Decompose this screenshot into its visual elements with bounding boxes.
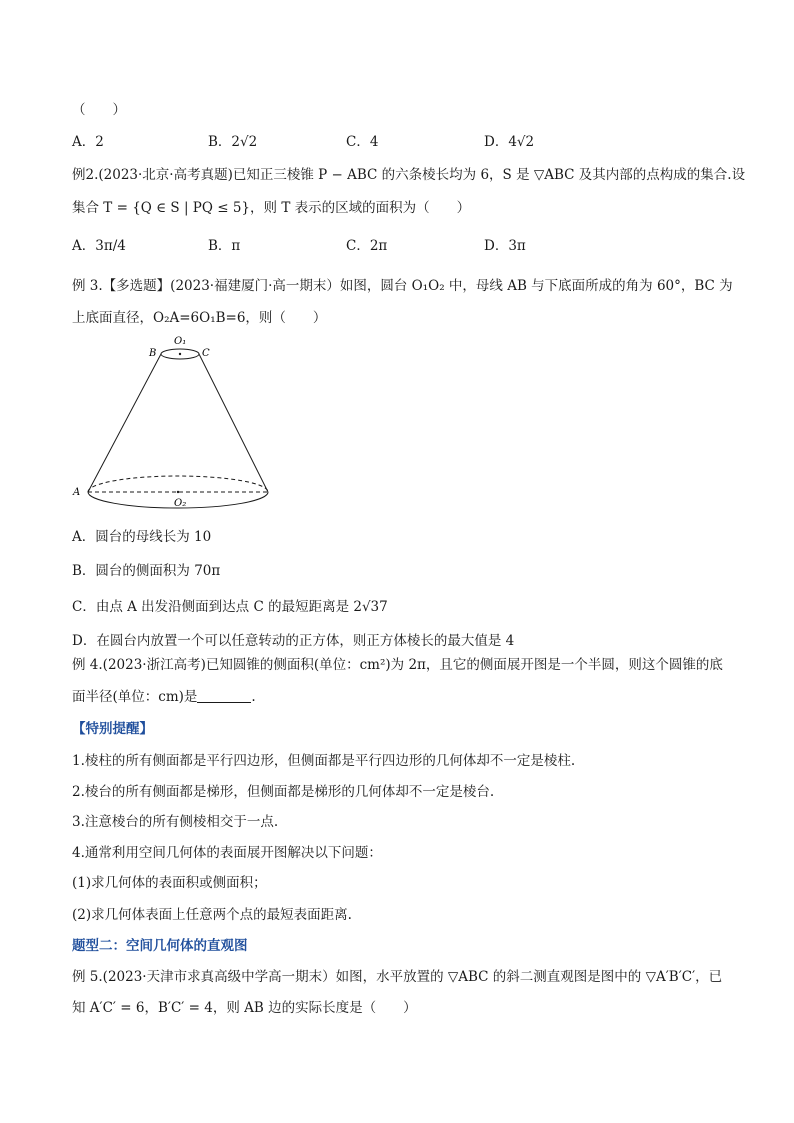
q1-option-b: B．2√2 — [208, 134, 258, 150]
q4-answer-blank — [197, 689, 251, 703]
q3-option-d: D．在圆台内放置一个可以任意转动的正方体，则正方体棱长的最大值是 4 — [72, 633, 515, 649]
q4-line-2: 面半径(单位：cm)是 . — [72, 689, 256, 705]
frustum-bottom-back — [88, 476, 268, 492]
q3-line-2: 上底面直径，O₂A=6O₁B=6，则（ ） — [72, 310, 327, 326]
q2-option-b: B．π — [208, 238, 241, 254]
q1-option-d: D．4√2 — [484, 134, 535, 150]
label-o2: O₂ — [174, 498, 187, 509]
q2-option-d: D．3π — [484, 238, 526, 254]
label-b: B — [149, 348, 157, 359]
label-a: A — [73, 487, 81, 498]
point-o1 — [179, 353, 181, 355]
tip-item-3: 3.注意棱台的所有侧棱相交于一点. — [72, 814, 279, 830]
frustum-figure — [68, 332, 278, 512]
q3-line-1: 例 3.【多选题】(2023·福建厦门·高一期末）如图，圆台 O₁O₂ 中，母线 AB 与下底面所成的角为 60°，BC 为 — [72, 278, 733, 294]
label-c: C — [202, 348, 210, 359]
q1-option-a: A．2 — [72, 134, 104, 150]
section-heading: 题型二：空间几何体的直观图 — [72, 938, 248, 954]
tip-item-5: (1)求几何体的表面积或侧面积； — [72, 875, 267, 891]
tip-item-1: 1.棱柱的所有侧面都是平行四边形，但侧面都是平行四边形的几何体却不一定是棱柱. — [72, 753, 576, 769]
q3-option-b: B．圆台的侧面积为 70π — [72, 563, 221, 579]
frustum-right-generatrix — [199, 354, 268, 492]
q1-answer-paren: （ ） — [72, 102, 126, 118]
q5-line-1: 例 5.(2023·天津市求真高级中学高一期末）如图，水平放置的 ▽ABC 的斜二测直观图是图中的 ▽A′B′C′，已 — [72, 969, 723, 985]
q2-line-1: 例2.(2023·北京·高考真题)已知正三棱锥 P − ABC 的六条棱长均为 6，S 是 ▽ABC 及其内部的点构成的集合.设 — [72, 167, 746, 183]
q3-option-a: A．圆台的母线长为 10 — [72, 529, 212, 545]
q5-line-2: 知 A′C′ = 6，B′C′ = 4，则 AB 边的实际长度是（ ） — [72, 1000, 417, 1016]
q2-option-c: C．2π — [346, 238, 388, 254]
tip-item-4: 4.通常利用空间几何体的表面展开图解决以下问题： — [72, 845, 382, 861]
q4-line-1: 例 4.(2023·浙江高考)已知圆锥的侧面积(单位：cm²)为 2π，且它的侧面展开图是一个半圆，则这个圆锥的底 — [72, 657, 723, 673]
tips-heading: 【特别提醒】 — [72, 721, 153, 737]
q2-line-2: 集合 T = {Q ∈ S | PQ ≤ 5}，则 T 表示的区域的面积为（ ） — [72, 200, 471, 216]
tip-item-2: 2.棱台的所有侧面都是梯形，但侧面都是梯形的几何体却不一定是棱台. — [72, 784, 495, 800]
label-o1: O₁ — [174, 336, 187, 347]
tip-item-6: (2)求几何体表面上任意两个点的最短表面距离. — [72, 907, 352, 923]
q2-option-a: A．3π/4 — [72, 238, 126, 254]
frustum-left-generatrix — [88, 354, 161, 492]
point-o2 — [177, 491, 179, 493]
q3-option-c: C．由点 A 出发沿侧面到达点 C 的最短距离是 2√37 — [72, 599, 388, 615]
q1-option-c: C．4 — [346, 134, 379, 150]
